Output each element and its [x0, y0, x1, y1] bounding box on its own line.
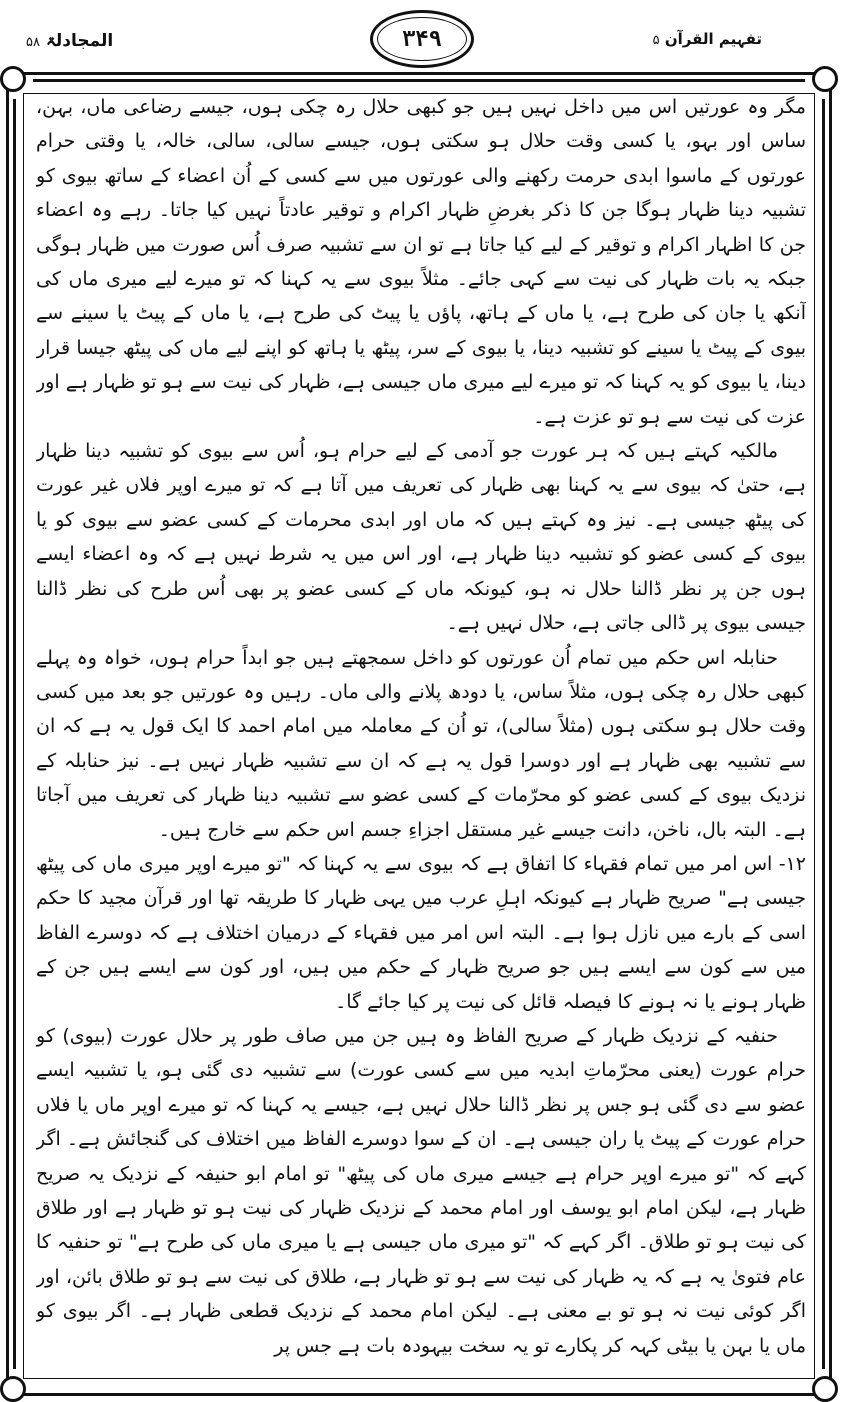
volume-number: ۵: [652, 33, 660, 48]
surah-number: ۵۸: [26, 35, 40, 50]
page-body: [36, 90, 806, 1380]
page-number-badge: [370, 10, 474, 68]
border-rail-left: [13, 99, 16, 1369]
page-number: ۳۴۹: [402, 26, 442, 52]
border-rail-top: [33, 79, 805, 82]
surah-title: [26, 30, 113, 51]
corner-ornament-icon: [0, 1376, 26, 1402]
paragraph: حنابلہ اس حکم میں تمام اُن عورتوں کو داخل سمجھتے ہیں جو ابداً حرام ہوں، خواہ وہ پہلے کبھی حلال رہ چکی ہوں، مثلاً ساس، یا دودھ پلانے والی ماں۔ رہیں وہ عورتیں جو بعد میں کسی وقت حلال ہو سکتی ہوں (مثلاً سالی)، تو اُن کے معاملہ میں امام احمد کا ایک قول یہ ہے کہ ان سے تشبیہ بھی ظہار ہے اور دوسرا قول یہ ہے کہ ان سے تشبیہ ظہار نہیں ہے۔ نیز حنابلہ کے نزدیک بیوی کے کسی عضو کو محرّمات کے کسی عضو سے تشبیہ دینا ظہار کی تعریف میں آجاتا ہے۔ البتہ بال، ناخن، دانت جیسے غیر مستقل اجزاءِ جسم اس حکم سے خارج ہیں۔: [36, 646, 806, 841]
corner-ornament-icon: [0, 66, 26, 92]
paragraph: حنفیہ کے نزدیک ظہار کے صریح الفاظ وہ ہیں جن میں صاف طور پر حلال عورت (بیوی) کو حرام عورت (یعنی محرّماتِ ابدیہ میں سے کسی عورت) سے تشبیہ دی گئی ہو، یا تشبیہ ایسے عضو سے دی گئی ہو جس پر نظر ڈالنا حلال نہیں ہے، جیسے یہ کہنا کہ تو میرے اوپر ماں یا فلاں حرام عورت کے پیٹ یا ران جیسی ہے۔ ان کے سوا دوسرے الفاظ میں اختلاف کی گنجائش ہے۔ اگر کہے کہ "تو میرے اوپر حرام ہے جیسے میری ماں کی پیٹھ" تو امام ابو حنیفہ کے نزدیک یہ صریح ظہار ہے، لیکن امام ابو یوسف اور امام محمد کے نزدیک ظہار کی نیت ہو تو ظہار ہے اور طلاق کی نیت ہو تو طلاق۔ اگر کہے کہ "تو میری ماں جیسی ہے یا میری ماں کی طرح ہے" تو حنفیہ کا عام فتویٰ یہ ہے کہ یہ ظہار کی نیت سے ہو تو ظہار ہے، طلاق کی نیت سے ہو تو طلاق بائن، اور اگر کوئی نیت نہ ہو تو بے معنی ہے۔ لیکن امام محمد کے نزدیک قطعی ظہار ہے۔ اگر بیوی کو ماں یا بہن یا بیٹی کہہ کر پکارے تو یہ سخت بیہودہ بات ہے جس پر: [36, 1024, 806, 1357]
paragraph: ۱۲- اس امر میں تمام فقہاء کا اتفاق ہے کہ بیوی سے یہ کہنا کہ "تو میرے اوپر میری ماں کی پیٹھ جیسی ہے" صریح ظہار ہے کیونکہ اہلِ عرب میں یہی ظہار کا طریقہ تھا اور قرآن مجید کا حکم اسی کے بارے میں نازل ہوا ہے۔ البتہ اس امر میں فقہاء کے درمیان اختلاف ہے کہ دوسرے الفاظ میں سے کون سے ایسے ہیں جو صریح ظہار کے حکم میں ہیں، اور کون سے ایسے ہیں جن کے ظہار ہونے یا نہ ہونے کا فیصلہ قائل کی نیت پر کیا جائے گا۔: [36, 852, 806, 1013]
corner-ornament-icon: [812, 66, 838, 92]
paragraph: مگر وہ عورتیں اس میں داخل نہیں ہیں جو کبھی حلال رہ چکی ہوں، جیسے رضاعی ماں، بہن، ساس اور بہو، یا کسی وقت حلال ہو سکتی ہوں، جیسے سالی، سالی، خالہ، یا وقتی حرام عورتوں کے ماسوا ابدی حرمت رکھنے والی عورتوں میں سے کسی کے اُن اعضاء کے ساتھ بیوی کو تشبیہ دینا ظہار ہوگا جن کا ذکر بغرضِ ظہار اکرام و توقیر عادتاً نہیں کیا جاتا۔ رہے وہ اعضاء جن کا اظہار اکرام و توقیر کے لیے کیا جاتا ہے تو ان سے تشبیہ صرف اُس صورت میں ظہار ہوگی جبکہ یہ بات ظہار کی نیت سے کہی جائے۔ مثلاً بیوی سے یہ کہنا کہ تو میرے لیے میری ماں کی آنکھ یا جان کی طرح ہے، یا ماں کے ہاتھ، پاؤں یا پیٹ کی طرح ہے، یا ماں کے پیٹ یا سینے سے بیوی کے پیٹ یا سینے کو تشبیہ دینا، یا بیوی کے سر، پیٹھ یا ہاتھ کو اپنے لیے ماں کی پیٹھ جیسا قرار دینا، یا بیوی کو یہ کہنا کہ تو میرے لیے میری ماں جیسی ہے، ظہار کی نیت سے ہو تو ظہار ہے اور عزت کی نیت سے ہو تو عزت ہے۔: [36, 96, 806, 428]
surah-name: المجادلۃ: [45, 31, 114, 51]
border-rail-right: [822, 99, 825, 1369]
book-title: [653, 30, 762, 48]
book-title-text: تفہیم القرآن: [664, 30, 762, 48]
page-header: [0, 0, 842, 80]
corner-ornament-icon: [812, 1376, 838, 1402]
paragraph: مالکیہ کہتے ہیں کہ ہر عورت جو آدمی کے لیے حرام ہو، اُس سے بیوی کو تشبیہ دینا ظہار ہے، حتیٰ کہ بیوی سے یہ کہنا بھی ظہار کی تعریف میں آتا ہے کہ تو میرے اوپر فلاں غیر عورت کی پیٹھ جیسی ہے۔ نیز وہ کہتے ہیں کہ ماں اور ابدی محرمات کے کسی عضو سے بیوی کو یا بیوی کے کسی عضو کو تشبیہ دینا ظہار ہے، اور اس میں یہ شرط نہیں ہے کہ وہ اعضاء ایسے ہوں جن پر نظر ڈالنا حلال نہ ہو، کیونکہ ماں کے کسی عضو پر بھی اُس طرح کی نظر ڈالنا جیسی بیوی پر ڈالی جاتی ہے، حلال نہیں ہے۔: [36, 440, 806, 635]
